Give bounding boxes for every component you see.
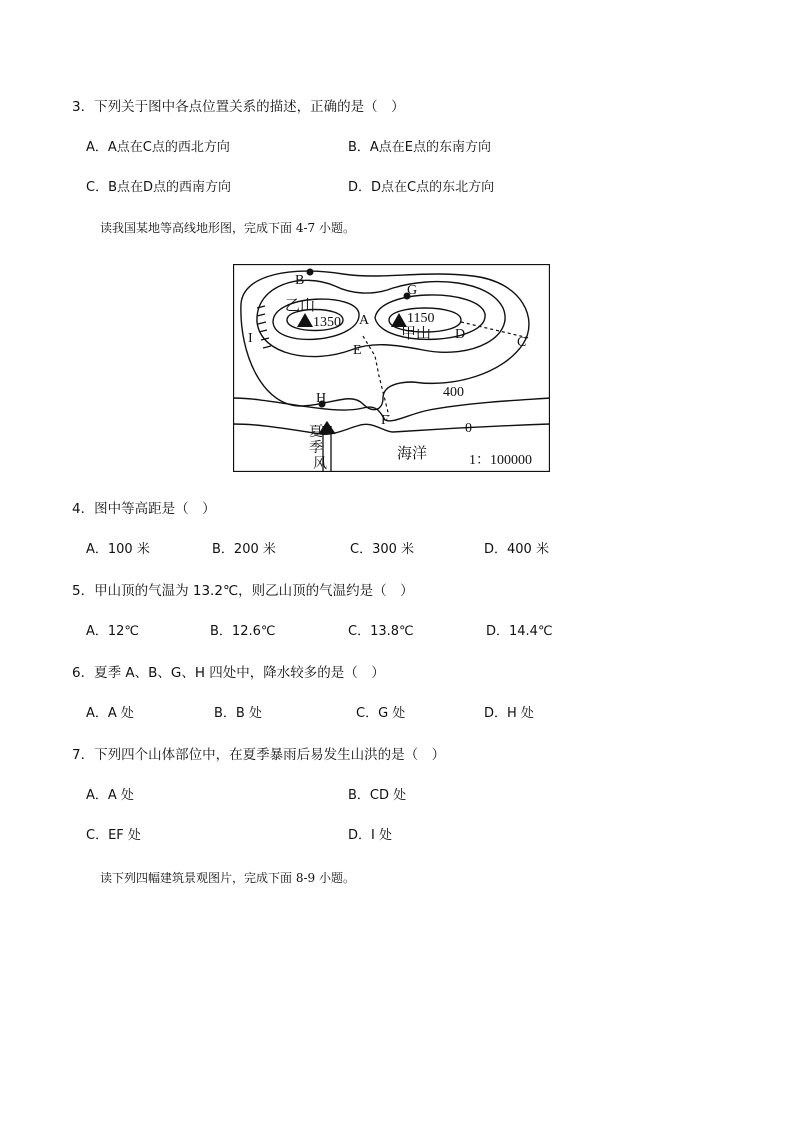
- point-label-d: D: [455, 327, 466, 342]
- question-7-option-d: D．I 处: [348, 828, 392, 843]
- question-6-option-b: B．B 处: [214, 706, 262, 721]
- question-5-stem: 5．甲山顶的气温为 13.2℃，则乙山顶的气温约是（ ）: [72, 583, 414, 599]
- question-7-option-a: A．A 处: [86, 788, 134, 803]
- question-3-option-b: B．A点在E点的东南方向: [348, 140, 492, 155]
- question-4-option-a: A．100 米: [86, 542, 150, 557]
- contour-map: [233, 264, 550, 472]
- question-4-option-c: C．300 米: [350, 542, 415, 557]
- point-label-f: F: [381, 413, 389, 428]
- question-3-option-d: D．D点在C点的东北方向: [348, 180, 495, 195]
- point-label-g: G: [407, 283, 418, 298]
- question-7-stem: 7．下列四个山体部位中，在夏季暴雨后易发生山洪的是（ ）: [72, 747, 446, 763]
- peak-yi-name: 乙山: [285, 298, 316, 314]
- question-3-option-a: A．A点在C点的西北方向: [86, 140, 230, 155]
- point-label-b: B: [295, 273, 305, 288]
- question-4-stem: 4．图中等高距是（ ）: [72, 501, 216, 517]
- wind-char-2: 季: [309, 441, 323, 456]
- question-5-option-c: C．13.8℃: [348, 624, 414, 639]
- peak-jia-elevation: 1150: [407, 311, 435, 326]
- point-label-c: C: [517, 335, 527, 350]
- question-7-option-b: B．CD 处: [348, 788, 407, 803]
- question-3-stem: 3．下列关于图中各点位置关系的描述，正确的是（ ）: [72, 99, 405, 115]
- point-label-i: I: [248, 331, 253, 346]
- question-5-option-d: D．14.4℃: [486, 624, 553, 639]
- question-6-option-c: C．G 处: [356, 706, 406, 721]
- scale-label: 1：100000: [469, 453, 532, 468]
- question-7-option-c: C．EF 处: [86, 828, 141, 843]
- intro-text-8-9: 读下列四幅建筑景观图片，完成下面 8-9 小题。: [100, 871, 355, 885]
- wind-char-1: 夏: [309, 425, 323, 440]
- question-6-option-a: A．A 处: [86, 706, 134, 721]
- question-6-stem: 6．夏季 A、B、G、H 四处中，降水较多的是（ ）: [72, 665, 385, 681]
- point-label-e: E: [353, 343, 362, 358]
- contour-label-0: 0: [465, 421, 472, 436]
- contour-label-400: 400: [443, 385, 464, 400]
- question-4-option-b: B．200 米: [212, 542, 276, 557]
- intro-text-4-7: 读我国某地等高线地形图，完成下面 4-7 小题。: [100, 221, 355, 235]
- point-label-a: A: [359, 313, 370, 328]
- ocean-label: 海洋: [397, 446, 428, 462]
- question-5-option-b: B．12.6℃: [210, 624, 276, 639]
- peak-yi-elevation: 1350: [313, 315, 341, 330]
- peak-jia-name: 甲山: [401, 326, 432, 342]
- point-label-h: H: [316, 391, 327, 406]
- question-6-option-d: D．H 处: [484, 706, 534, 721]
- question-4-option-d: D．400 米: [484, 542, 549, 557]
- wind-char-3: 风: [313, 457, 327, 472]
- question-3-option-c: C．B点在D点的西南方向: [86, 180, 232, 195]
- map-frame: [234, 265, 550, 472]
- question-5-option-a: A．12℃: [86, 624, 140, 639]
